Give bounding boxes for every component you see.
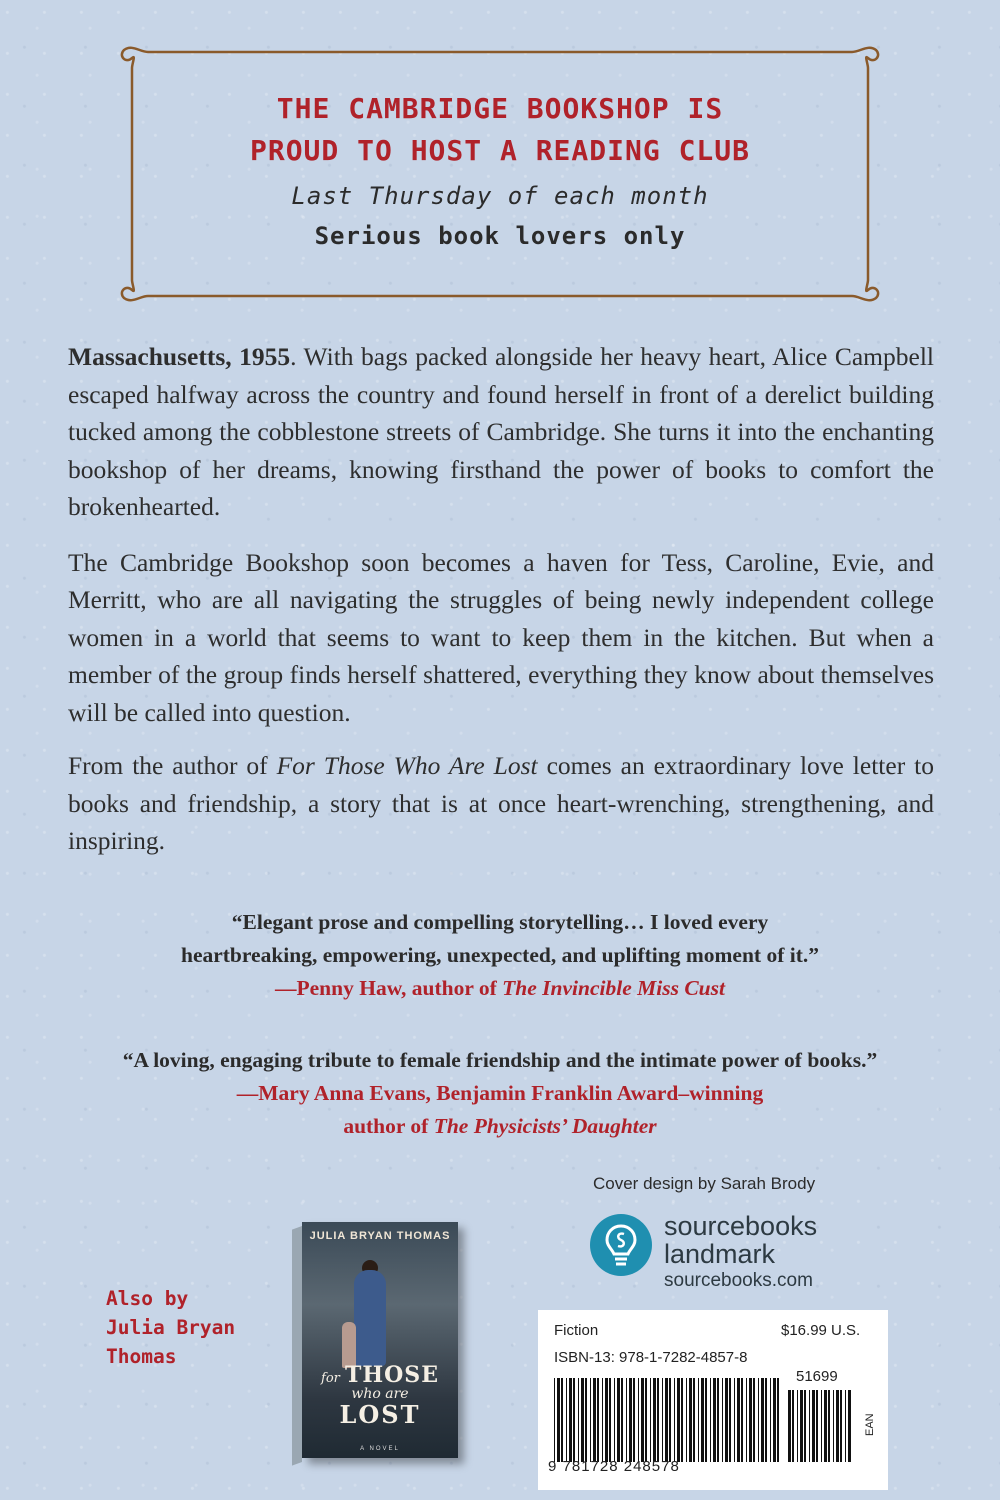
barcode-bar: [800, 1390, 803, 1462]
isbn-barcode: [554, 1378, 780, 1462]
also-by-line-3: Thomas: [106, 1345, 177, 1368]
barcode-bar: [638, 1378, 639, 1462]
barcode-bar: [566, 1378, 567, 1462]
description-paragraph-2: The Cambridge Bookshop soon becomes a haven for Tess, Caroline, Evie, and Merritt, who are all navigating the struggles of being newly independent college women in a world that seems to want to keep them in the kitchen. But when a member of the group finds herself shattered, everything they know about themselves will be called into question.: [68, 547, 934, 727]
barcode-bar: [581, 1378, 584, 1462]
book-spine: [292, 1226, 302, 1466]
also-by-line-2: Julia Bryan: [106, 1316, 236, 1339]
barcode-bar: [645, 1378, 647, 1462]
reading-club-sign: [140, 60, 860, 250]
quote2-line-1: “A loving, engaging tribute to female friendship and the intimate power of books.”: [122, 1048, 878, 1072]
sign-tagline: Serious book lovers only: [314, 222, 686, 250]
barcode-bar: [717, 1378, 719, 1462]
publisher-name: [664, 1212, 817, 1268]
barcode-bar: [758, 1378, 759, 1462]
barcode-bar: [765, 1378, 767, 1462]
barcode-bar: [725, 1378, 728, 1462]
cover-design-credit: Cover design by Sarah Brody: [593, 1174, 816, 1193]
also-by-line-1: Also by: [106, 1287, 189, 1310]
barcode-bar: [722, 1378, 723, 1462]
barcode-price: $16.99 U.S.: [781, 1322, 861, 1339]
book-description: [68, 338, 934, 876]
barcode-bar: [821, 1390, 822, 1462]
description-paragraph-1: [68, 338, 934, 526]
sign-schedule: Last Thursday of each month: [291, 182, 709, 210]
barcode-panel: [538, 1310, 888, 1490]
barcode-bar: [633, 1378, 635, 1462]
other-book-author: JULIA BRYAN THOMAS: [309, 1230, 451, 1242]
book-novel-label: A NOVEL: [360, 1446, 400, 1452]
barcode-bar: [749, 1378, 752, 1462]
barcode-bar: [734, 1378, 735, 1462]
price-barcode: [788, 1390, 854, 1462]
barcode-bar: [617, 1378, 620, 1462]
barcode-bar: [710, 1378, 711, 1462]
barcode-bar: [585, 1378, 587, 1462]
barcode-bar: [833, 1390, 834, 1462]
barcode-bar: [792, 1390, 794, 1462]
description-p3-title: For Those Who Are Lost: [276, 751, 538, 780]
barcode-bar: [602, 1378, 603, 1462]
quote2-attr-prefix: author of: [343, 1114, 434, 1138]
barcode-bar: [693, 1378, 695, 1462]
quote2-attr-title: The Physicists’ Daughter: [433, 1114, 657, 1138]
barcode-bar: [677, 1378, 680, 1462]
barcode-digits: 9 781728 248578: [548, 1458, 680, 1475]
barcode-bar: [561, 1378, 563, 1462]
sign-title-line-2: PROUD TO HOST A READING CLUB: [249, 134, 750, 167]
description-p1-text: . With bags packed alongside her heavy heart, Alice Campbell escaped halfway across the country and found herself in front of a derelict building tucked among the cobblestone streets of Cambridge. She turns it into the enchanting bookshop of her dreams, knowing firsthand the power of books to comfort the brokenhearted.: [68, 342, 934, 521]
barcode-bar: [729, 1378, 731, 1462]
barcode-bar: [629, 1378, 632, 1462]
barcode-isbn: ISBN-13: 978-1-7282-4857-8: [554, 1349, 748, 1366]
barcode-bar: [641, 1378, 644, 1462]
sign-title-line-1: THE CAMBRIDGE BOOKSHOP IS: [276, 92, 724, 125]
barcode-ean: EAN: [864, 1413, 876, 1436]
barcode-bar: [650, 1378, 651, 1462]
book-title-part-4: LOST: [339, 1400, 421, 1429]
barcode-bar: [597, 1378, 599, 1462]
barcode-bar: [609, 1378, 611, 1462]
description-p3-b: comes an extraordinary love letter to books and friendship, a story that is at once heart-wrenching, strengthening, and inspiring.: [68, 751, 934, 855]
barcode-bar: [816, 1390, 818, 1462]
publisher-name-line-2: landmark: [664, 1239, 776, 1269]
barcode-bar: [737, 1378, 740, 1462]
barcode-bar: [669, 1378, 671, 1462]
barcode-bar: [657, 1378, 659, 1462]
barcode-bar: [828, 1390, 830, 1462]
barcode-bar: [773, 1378, 776, 1462]
quote2-attribution-line-1: —Mary Anna Evans, Benjamin Franklin Award–winning: [236, 1081, 764, 1105]
barcode-bar: [741, 1378, 743, 1462]
barcode-bar: [797, 1390, 798, 1462]
quote2-attribution-line-2: [60, 1110, 940, 1143]
barcode-bar: [662, 1378, 663, 1462]
other-book-title: [302, 1362, 458, 1429]
other-book-cover: [302, 1222, 458, 1458]
barcode-bar: [578, 1378, 579, 1462]
quote1-line-2: heartbreaking, empowering, unexpected, and uplifting moment of it.”: [180, 943, 820, 967]
barcode-bar: [705, 1378, 707, 1462]
barcode-bar: [554, 1378, 555, 1462]
quote1-line-1: “Elegant prose and compelling storytelling… I loved every: [231, 910, 769, 934]
review-quote-1: [60, 906, 940, 1005]
setting-label: Massachusetts, 1955: [68, 342, 291, 371]
quote1-attribution: [60, 972, 940, 1005]
also-by-label: [106, 1284, 235, 1371]
barcode-bar: [569, 1378, 572, 1462]
sourcebooks-logo-icon: [588, 1212, 654, 1278]
barcode-bar: [573, 1378, 575, 1462]
barcode-bar: [824, 1390, 827, 1462]
barcode-bar: [845, 1390, 846, 1462]
barcode-bar: [681, 1378, 683, 1462]
publisher-url: sourcebooks.com: [664, 1270, 813, 1291]
barcode-bar: [713, 1378, 716, 1462]
barcode-bar: [701, 1378, 704, 1462]
book-title-part-3: who are: [351, 1386, 409, 1402]
barcode-genre: Fiction: [554, 1322, 599, 1339]
barcode-bar: [621, 1378, 623, 1462]
publisher-name-line-1: sourcebooks: [664, 1211, 818, 1241]
quote1-attr-title: The Invincible Miss Cust: [502, 976, 725, 1000]
barcode-bar: [840, 1390, 842, 1462]
barcode-bar: [614, 1378, 615, 1462]
barcode-bar: [689, 1378, 692, 1462]
barcode-bar: [653, 1378, 656, 1462]
barcode-bar: [753, 1378, 755, 1462]
cover-figure: [354, 1270, 386, 1366]
barcode-bar: [665, 1378, 668, 1462]
barcode-bar: [788, 1390, 791, 1462]
barcode-bar: [809, 1390, 810, 1462]
barcode-bar: [686, 1378, 687, 1462]
barcode-bar: [836, 1390, 839, 1462]
barcode-bar: [698, 1378, 699, 1462]
review-quote-2: [60, 1044, 940, 1143]
barcode-price-code: 51699: [796, 1368, 838, 1385]
barcode-bar: [777, 1378, 779, 1462]
barcode-bar: [605, 1378, 608, 1462]
barcode-bar: [593, 1378, 596, 1462]
description-p3-a: From the author of: [68, 751, 277, 780]
book-title-part-1: for: [321, 1371, 340, 1386]
barcode-bar: [848, 1390, 851, 1462]
barcode-bar: [626, 1378, 627, 1462]
quote1-attr-name: —Penny Haw, author of: [275, 976, 503, 1000]
barcode-bar: [770, 1378, 771, 1462]
barcode-bar: [812, 1390, 815, 1462]
barcode-bar: [804, 1390, 806, 1462]
barcode-bar: [557, 1378, 560, 1462]
barcode-bar: [674, 1378, 675, 1462]
barcode-bar: [590, 1378, 591, 1462]
barcode-bar: [746, 1378, 747, 1462]
book-title-part-2: THOSE: [344, 1362, 439, 1388]
barcode-bar: [761, 1378, 764, 1462]
description-paragraph-3: [68, 747, 934, 860]
